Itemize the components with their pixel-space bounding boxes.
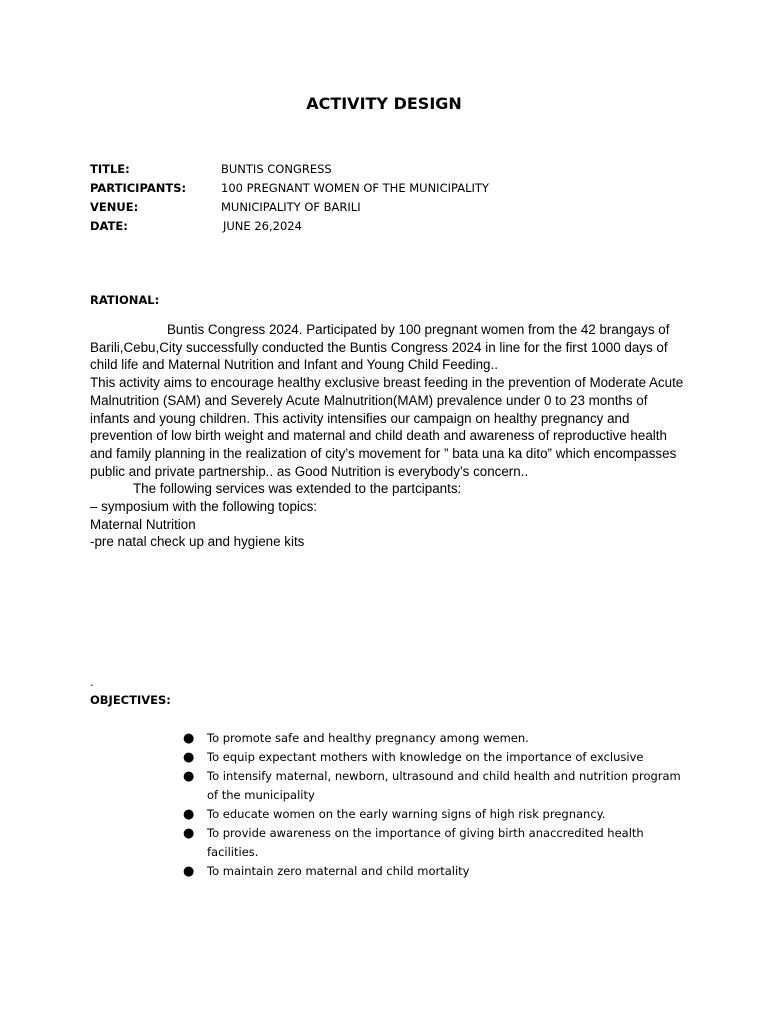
objective-item xyxy=(183,805,687,824)
date-label: DATE: xyxy=(90,219,128,233)
rational-line-symposium: – symposium with the following topics: xyxy=(90,499,317,515)
document-title: ACTIVITY DESIGN xyxy=(306,94,462,113)
objective-text: To promote safe and healthy pregnancy among wemen. xyxy=(207,731,529,745)
bullet-icon: ● xyxy=(183,731,195,746)
bullet-icon: ● xyxy=(183,864,195,879)
bullet-icon: ● xyxy=(183,807,195,822)
objective-item xyxy=(183,862,687,881)
title-label: TITLE: xyxy=(90,162,130,176)
separator-dot: . xyxy=(90,675,94,689)
rational-line-checkup: -pre natal check up and hygiene kits xyxy=(90,534,305,550)
objectives-list xyxy=(183,729,687,881)
venue-label: VENUE: xyxy=(90,200,139,214)
participants-label: PARTICIPANTS: xyxy=(90,181,187,195)
objective-text: To provide awareness on the importance of giving birth anaccredited health facilities. xyxy=(207,826,644,859)
rational-heading: RATIONAL: xyxy=(90,293,160,307)
bullet-icon: ● xyxy=(183,826,195,841)
objective-item xyxy=(183,729,687,748)
objective-text: To educate women on the early warning signs of high risk pregnancy. xyxy=(207,807,606,821)
venue-value: MUNICIPALITY OF BARILI xyxy=(221,200,361,214)
objective-item xyxy=(183,767,687,805)
date-value: JUNE 26,2024 xyxy=(223,219,302,233)
title-value: BUNTIS CONGRESS xyxy=(221,162,332,176)
objective-text: To maintain zero maternal and child mortality xyxy=(207,864,470,878)
bullet-icon: ● xyxy=(183,769,195,784)
bullet-icon: ● xyxy=(183,750,195,765)
rational-line-topic: Maternal Nutrition xyxy=(90,516,196,532)
participants-value: 100 PREGNANT WOMEN OF THE MUNICIPALITY xyxy=(221,181,489,195)
objective-item xyxy=(183,748,687,767)
rational-paragraph-services: The following services was extended to the partcipants: xyxy=(133,481,462,497)
objective-text: To equip expectant mothers with knowledge on the importance of exclusive xyxy=(207,750,644,764)
rational-paragraph-intro: Buntis Congress 2024. Participated by 100 pregnant women from the 42 brangays of Barili,Cebu,City successfully conducted the Buntis Congress 2024 in line for the first 1000 days of child life and Maternal Nutrition and Infant and Young Child Feeding.. xyxy=(90,322,670,373)
objectives-heading: OBJECTIVES: xyxy=(90,693,171,707)
objective-text: To intensify maternal, newborn, ultrasound and child health and nutrition program of the municipality xyxy=(207,769,681,802)
rational-paragraph-aims: This activity aims to encourage healthy exclusive breast feeding in the prevention of Moderate Acute Malnutrition (SAM) and Severely Acute Malnutrition(MAM) prevalence under 0 to 23 months of infants and young children. This activity intensifies our campaign on healthy pregnancy and prevention of low birth weight and maternal and child death and awareness of reproductive health and family planning in the realization of city’s movement for ” bata una ka dito” which encompasses public and private partnership.. as Good Nutrition is everybody’s concern.. xyxy=(90,375,684,479)
rational-body xyxy=(90,321,690,551)
objective-item xyxy=(183,824,687,862)
